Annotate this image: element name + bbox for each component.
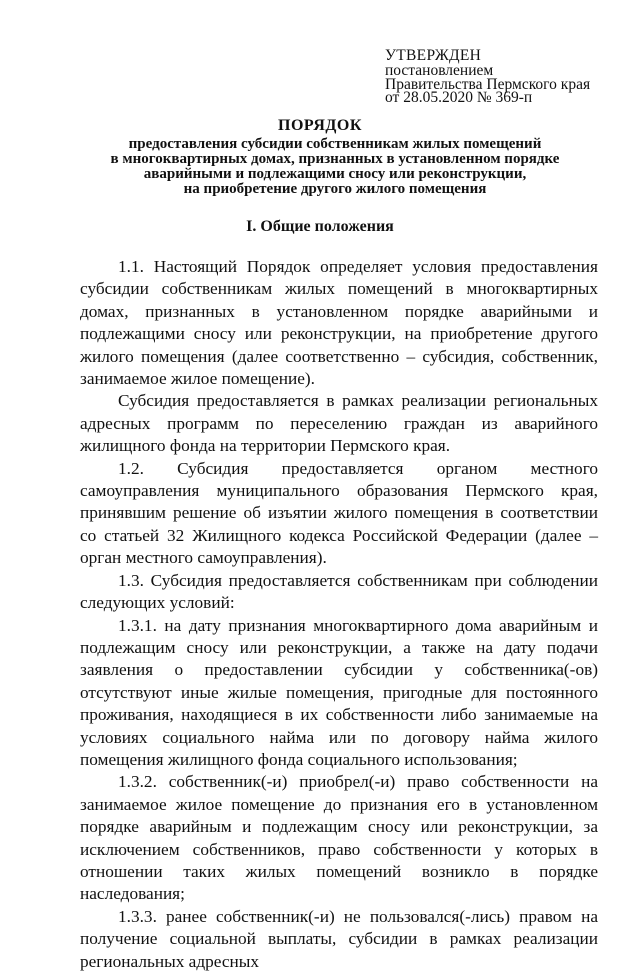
subtitle-line: аварийными и подлежащими сносу или реконструкции,	[143, 166, 527, 182]
section-heading: I. Общие положения	[246, 218, 394, 235]
section-body	[80, 256, 598, 973]
subtitle-line: на приобретение другого жилого помещения	[183, 181, 487, 197]
approval-line: Правительства Пермского края	[385, 75, 591, 93]
approval-line: постановлением	[385, 62, 494, 79]
paragraph: 1.3.2. собственник(-и) приобрел(-и) право собственности на занимаемое жилое помещение до признания его в установленном порядке аварийным и подлежащим сносу или реконструкции, за исключением собственников, право собственности у которых в отношении таких жилых помещений возникло в порядке наследования;	[80, 772, 598, 904]
paragraph: 1.3.3. ранее собственник(-и) не пользовался(-лись) правом на получение социальной выплаты, субсидии в рамках реализации региональных адресных	[80, 906, 598, 971]
paragraph: 1.1. Настоящий Порядок определяет условия предоставления субсидии собственникам жилых помещений в многоквартирных домах, признанных в установленном порядке аварийными и подлежащими сносу или реконструкции, на приобретение другого жилого помещения (далее соответственно – субсидия, собственник, занимаемое жилое помещение).	[80, 257, 598, 389]
document-title: ПОРЯДОК	[278, 117, 362, 134]
subtitle-line: в многоквартирных домах, признанных в установленном порядке	[110, 151, 560, 167]
approval-stamp	[385, 48, 625, 105]
subtitle-line: предоставления субсидии собственникам жилых помещений	[128, 136, 542, 152]
paragraph: 1.3. Субсидия предоставляется собственникам при соблюдении следующих условий:	[80, 570, 598, 613]
paragraph: 1.2. Субсидия предоставляется органом местного самоуправления муниципального образования Пермского края, принявшим решение об изъятии жилого помещения в соответствии со статьей 32 Жилищного кодекса Российской Федерации (далее – орган местного самоуправления).	[80, 458, 598, 568]
approval-title: УТВЕРЖДЕН	[385, 47, 482, 64]
approval-line: от 28.05.2020 № 369-п	[385, 89, 533, 106]
document-subtitle	[90, 137, 580, 197]
paragraph: Субсидия предоставляется в рамках реализации региональных адресных программ по переселению граждан из аварийного жилищного фонда на территории Пермского края.	[80, 391, 598, 456]
paragraph: 1.3.1. на дату признания многоквартирного дома аварийным и подлежащим сносу или реконструкции, а также на дату подачи заявления о предоставлении субсидии у собственника(-ов) отсутствуют иные жилые помещения, пригодные для постоянного проживания, находящиеся в их собственности либо занимаемые на условиях социального найма или по договору найма жилого помещения жилищного фонда социального использования;	[80, 615, 598, 769]
